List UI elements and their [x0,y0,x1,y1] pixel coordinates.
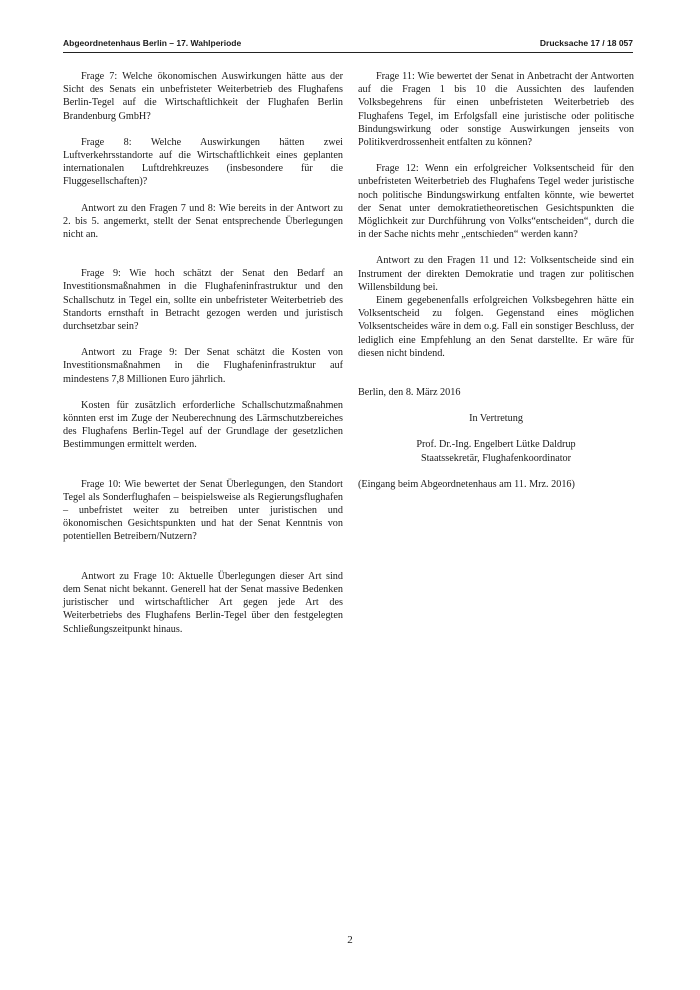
page-number: 2 [347,934,353,946]
answer-9: Antwort zu Frage 9: Der Senat schätzt die Kosten von Investitionsmaßnahmen in die Flughafeninfrastruktur auf mindestens 7,8 Millionen Euro jährlich. [63,347,343,385]
answer-10: Antwort zu Frage 10: Aktuelle Überlegungen dieser Art sind dem Senat nicht bekannt. Generell hat der Senat massive Bedenken juristischer und wirtschaftlicher Art gegen jede Art des Weiterbetriebs des Flughafens Berlin-Tegel über den festgelegten Schließungszeitpunkt hinaus. [63,570,343,635]
in-representation: In Vertretung [469,413,523,425]
left-column [63,70,343,636]
referendum-paragraph: Einem gegebenenfalls erfolgreichen Volksbegehren hätte ein Volksentscheid zu folgen. Gegenstand eines möglichen Volksentscheides wäre in dem o.g. Fall ein sonstiger Beschluss, der lediglich eine Empfehlung an den Senat darstellte. Er wäre für diesen nicht bindend. [358,295,634,359]
right-column [358,70,634,491]
signatory-name: Prof. Dr.-Ing. Engelbert Lütke Daldrup [416,439,576,451]
question-7: Frage 7: Welche ökonomischen Auswirkungen hätte aus der Sicht des Senats ein unbefristeter Weiterbetrieb des Flughafens Berlin-Tegel auf die Wirtschaftlichkeit der Flughafen Berlin Brandenburg GmbH? [63,71,343,122]
question-9: Frage 9: Wie hoch schätzt der Senat den Bedarf an Investitionsmaßnahmen in die Flughafeninfrastruktur und den Schallschutz in Tegel ein, sollte ein unbefristeter Weiterbetrieb des Standorts ernsthaft in Betracht gezogen werden und juristisch durchsetzbar sein? [63,268,343,333]
document-header [63,38,633,49]
header-left-title: Abgeordnetenhaus Berlin – 17. Wahlperiode [63,38,242,48]
header-rule [63,52,633,53]
question-12: Frage 12: Wenn ein erfolgreicher Volksentscheid für den unbefristeten Weiterbetrieb des Flughafens Tegel weder juristische noch politische Bindungswirkung entfalten könnte, wie bewertet der Senat unter demokratietheoretischen Gesichtspunkten die Möglichkeit zur Durchführung von Volks“entscheiden“, durch die in der Sache nichts mehr „entschieden“ werden kann? [358,163,634,241]
signatory-title: Staatssekretär, Flughafenkoordinator [420,452,572,464]
answer-11-12: Antwort zu den Fragen 11 und 12: Volksentscheide sind ein Instrument der direkten Demokratie und tragen zur politischen Willensbildung bei. [358,255,634,293]
costs-paragraph: Kosten für zusätzlich erforderliche Schallschutzmaßnahmen könnten erst im Zuge der Neuberechnung des Lärmschutzbereiches des Flughafens Berlin-Tegel auf der Grundlage der gesetzlichen Bestimmungen ermittelt werden. [63,399,343,451]
question-10: Frage 10: Wie bewertet der Senat Überlegungen, den Standort Tegel als Sonderflughafen – beispielsweise als Regierungsflughafen – unbefristet weiter zu betreiben unter juristischen und ökonomischen Gesichtspunkten und hat der Senat Kenntnis von potentiellen Betreibern/Nutzern? [63,478,343,543]
receipt-note: (Eingang beim Abgeordnetenhaus am 11. Mrz. 2016) [358,478,575,490]
question-8: Frage 8: Welche Auswirkungen hätten zwei Luftverkehrsstandorte auf die Wirtschaftlichkeit eines geplanten internationalen Luftdrehkreuzes (insbesondere für die Fluggesellschaften)? [63,136,343,188]
date-line: Berlin, den 8. März 2016 [358,387,461,399]
header-document-number: Drucksache 17 / 18 057 [539,38,633,48]
question-11: Frage 11: Wie bewertet der Senat in Anbetracht der Antworten auf die Fragen 1 bis 10 die Aussichten des laufenden Volksbegehrens für einen unbefristeten Weiterbetrieb des Flughafens Tegel, im Erfolgsfall eine juristische oder politische Bindungswirkung oder sonstige Auswirkungen jenseits von Politikverdrossenheit entfalten zu können? [358,71,634,149]
answer-7-8: Antwort zu den Fragen 7 und 8: Wie bereits in der Antwort zu 2. bis 5. angemerkt, stellt der Senat entsprechende Überlegungen nicht an. [63,202,343,241]
